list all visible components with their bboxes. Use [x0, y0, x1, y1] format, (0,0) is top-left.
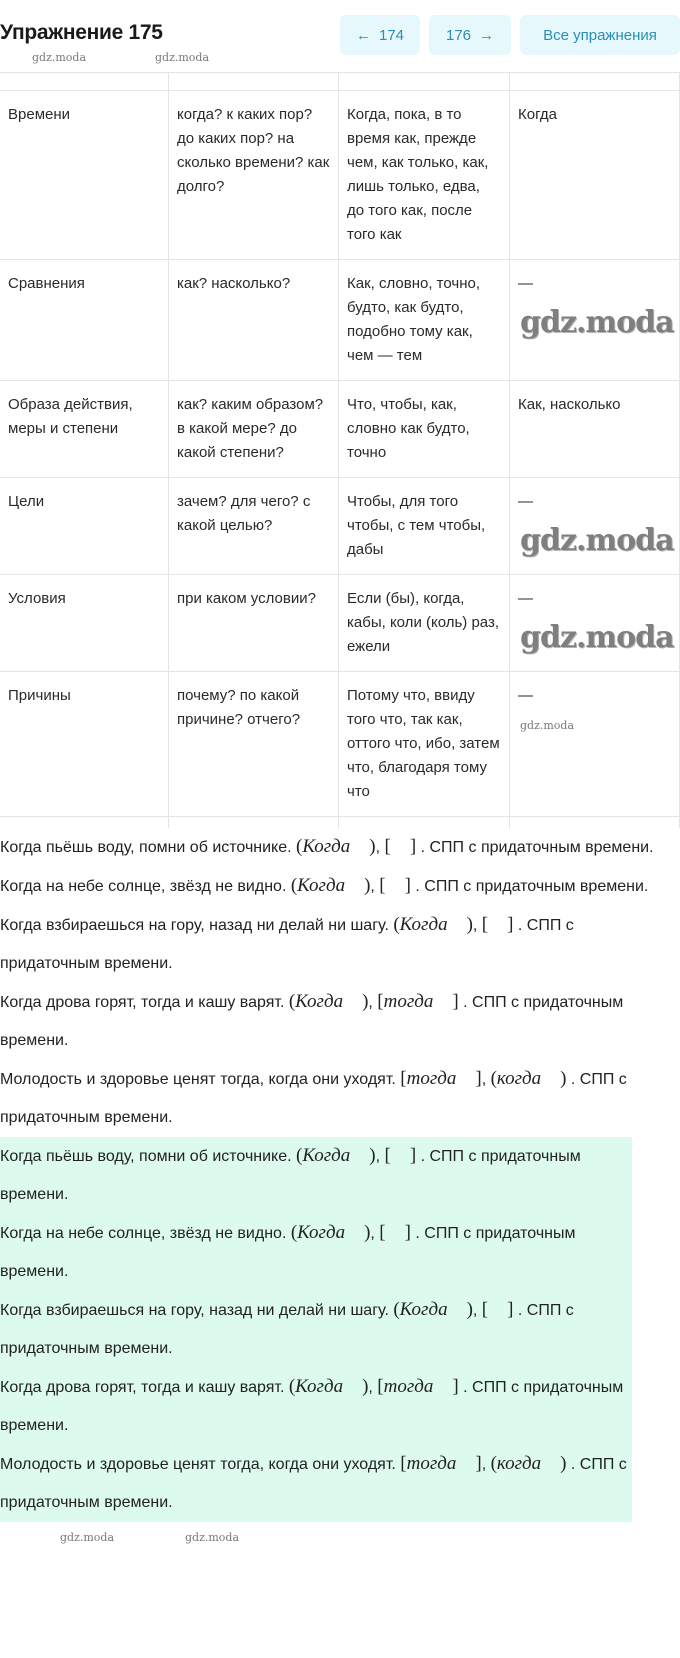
- scheme-word: когда: [496, 1068, 542, 1089]
- table-row: [0, 672, 680, 817]
- table-cell-text: —: [518, 275, 533, 292]
- answer-box: [0, 1137, 632, 1522]
- answer-sentence: Когда пьёшь воду, помни об источнике. (Когда ), [ ] . СПП с придаточным времени.: [0, 1145, 581, 1203]
- scheme-word: Когда: [399, 1299, 448, 1320]
- clause-scheme: (Когда ): [296, 836, 376, 857]
- table-row: [0, 478, 680, 575]
- watermark-logo: gdz.moda: [520, 719, 575, 732]
- page-header: [0, 0, 680, 72]
- clause-scheme: [ ]: [481, 914, 514, 935]
- table-cell-text: почему? по какой причине? отчего?: [177, 687, 301, 728]
- table-cell: [339, 381, 510, 477]
- table-cell-text: зачем? для чего? с какой целью?: [177, 493, 311, 534]
- prev-exercise-button[interactable]: [340, 15, 420, 55]
- sentence: Молодость и здоровье ценят тогда, когда они уходят. [тогда ], (когда ) . СПП с придаточным времени.: [0, 1068, 627, 1126]
- watermark-logo: gdz.moda: [185, 1531, 240, 1544]
- table-cell: [339, 478, 510, 574]
- table-cell-text: как? насколько?: [177, 275, 291, 292]
- table-cell: [169, 478, 339, 574]
- watermark-logo: gdz.moda: [520, 305, 674, 340]
- table-cell-text: Что, чтобы, как, словно как будто, точно: [347, 396, 470, 461]
- scheme-word: Когда: [295, 1376, 344, 1397]
- clause-scheme: [ ]: [481, 1299, 514, 1320]
- table-cell-text: Сравнения: [8, 275, 85, 292]
- table-cell: [0, 381, 169, 477]
- table-cell: [0, 260, 169, 380]
- page-footer: [0, 1522, 680, 1552]
- scheme-word: Когда: [295, 991, 344, 1012]
- table-cell: [169, 260, 339, 380]
- scheme-word: Когда: [302, 836, 351, 857]
- watermark-logo: gdz.moda: [32, 51, 87, 64]
- table-row: [0, 817, 680, 828]
- scheme-word: Когда: [302, 1145, 351, 1166]
- clause-scheme: [ ]: [384, 836, 417, 857]
- scheme-word: когда: [496, 1453, 542, 1474]
- clause-scheme: (Когда ): [296, 1145, 376, 1166]
- clause-scheme: [ ]: [379, 1222, 411, 1243]
- table-cell-text: как? каким образом? в какой мере? до какой степени?: [177, 396, 324, 461]
- clause-scheme: [тогда ]: [377, 1376, 459, 1397]
- table-row-partial: [0, 73, 680, 91]
- sentence: Когда на небе солнце, звёзд не видно. (Когда ), [ ] . СПП с придаточным времени.: [0, 875, 649, 896]
- table-cell-text: Если (бы), когда, кабы, коли (коль) раз, ежели: [347, 590, 500, 655]
- table-row: [0, 575, 680, 672]
- table-cell: [0, 672, 169, 816]
- arrow-right-icon: →: [479, 26, 495, 44]
- scheme-word: тогда: [406, 1453, 457, 1474]
- table-cell: [339, 817, 510, 828]
- sentence: Когда пьёшь воду, помни об источнике. (Когда ), [ ] . СПП с придаточным времени.: [0, 836, 654, 857]
- conjunction-table: [0, 72, 680, 828]
- answer-sentence: Когда на небе солнце, звёзд не видно. (Когда ), [ ] . СПП с придаточным времени.: [0, 1222, 576, 1280]
- table-cell-text: Чтобы, для того чтобы, с тем чтобы, дабы: [347, 493, 486, 558]
- table-cell-text: Потому что, ввиду того что, так как, оттого что, ибо, затем что, благодаря тому что: [347, 687, 500, 800]
- table-row: [0, 381, 680, 478]
- clause-scheme: (Когда ): [393, 914, 473, 935]
- table-cell: [169, 817, 339, 828]
- next-exercise-button[interactable]: [429, 15, 511, 55]
- prev-label: 174: [378, 26, 405, 44]
- table-cell-text: Когда: [518, 106, 557, 123]
- table-cell-text: при каком условии?: [177, 590, 316, 607]
- table-cell: [510, 817, 680, 828]
- table-cell: [169, 575, 339, 671]
- table-cell: [510, 478, 680, 574]
- table-cell: [339, 672, 510, 816]
- table-cell: [169, 381, 339, 477]
- table-cell-text: —: [518, 493, 533, 510]
- table-cell-text: Когда, пока, в то время как, прежде чем, как только, как, лишь только, едва, до того как, после того как: [347, 106, 489, 243]
- table-cell-text: Как, словно, точно, будто, как будто, подобно тому как, чем — тем: [347, 275, 480, 364]
- table-cell: [510, 73, 680, 90]
- watermark-logo: gdz.moda: [60, 1531, 115, 1544]
- table-cell: [0, 73, 169, 90]
- table-cell: [0, 478, 169, 574]
- table-cell: [169, 91, 339, 259]
- watermark-logo: gdz.moda: [520, 523, 674, 558]
- table-cell: [0, 817, 169, 828]
- clause-scheme: [тогда ]: [400, 1068, 482, 1089]
- all-exercises-button[interactable]: [520, 15, 680, 55]
- table-cell-text: Условия: [8, 590, 66, 607]
- table-cell: [169, 73, 339, 90]
- clause-scheme: (когда ): [490, 1453, 567, 1474]
- table-cell-text: Времени: [8, 106, 71, 123]
- table-cell: [510, 91, 680, 259]
- all-label: Все упражнения: [543, 26, 657, 44]
- table-row: [0, 260, 680, 381]
- scheme-word: Когда: [297, 875, 346, 896]
- answer-sentence: Когда взбираешься на гору, назад ни делай ни шагу. (Когда ), [ ] . СПП с придаточным времени.: [0, 1299, 574, 1357]
- table-cell: [510, 260, 680, 380]
- table-cell: [510, 381, 680, 477]
- table-cell: [0, 91, 169, 259]
- sentence: Когда дрова горят, тогда и кашу варят. (Когда ), [тогда ] . СПП с придаточным времени.: [0, 991, 624, 1049]
- clause-scheme: (Когда ): [290, 875, 371, 896]
- table-cell: [339, 575, 510, 671]
- clause-scheme: [тогда ]: [400, 1453, 482, 1474]
- scheme-word: тогда: [383, 991, 434, 1012]
- table-cell: [339, 73, 510, 90]
- sentence: Когда взбираешься на гору, назад ни делай ни шагу. (Когда ), [ ] . СПП с придаточным времени.: [0, 914, 574, 972]
- clause-scheme: (Когда ): [290, 1222, 371, 1243]
- table-row: [0, 91, 680, 260]
- table-cell-text: —: [518, 590, 533, 607]
- clause-scheme: (Когда ): [288, 991, 369, 1012]
- clause-scheme: [ ]: [379, 875, 411, 896]
- table-cell: [510, 575, 680, 671]
- scheme-word: Когда: [297, 1222, 346, 1243]
- table-cell: [169, 672, 339, 816]
- clause-scheme: (когда ): [490, 1068, 567, 1089]
- page-title: Упражнение 175: [0, 21, 163, 44]
- table-cell-text: —: [518, 687, 533, 704]
- table-cell-text: Причины: [8, 687, 71, 704]
- watermark-logo: gdz.moda: [155, 51, 210, 64]
- table-cell-text: Цели: [8, 493, 45, 510]
- table-cell-text: Образа действия, меры и степени: [8, 396, 133, 437]
- table-cell: [339, 260, 510, 380]
- scheme-word: Когда: [399, 914, 448, 935]
- clause-scheme: (Когда ): [393, 1299, 473, 1320]
- answer-sentence: Когда дрова горят, тогда и кашу варят. (Когда ), [тогда ] . СПП с придаточным времени.: [0, 1376, 624, 1434]
- watermark-logo: gdz.moda: [520, 620, 674, 655]
- scheme-word: тогда: [406, 1068, 457, 1089]
- table-cell-text: Как, насколько: [518, 396, 621, 413]
- scheme-word: тогда: [383, 1376, 434, 1397]
- arrow-left-icon: ←: [355, 26, 371, 44]
- answer-sentence: Молодость и здоровье ценят тогда, когда они уходят. [тогда ], (когда ) . СПП с придаточным времени.: [0, 1453, 627, 1511]
- clause-scheme: [ ]: [384, 1145, 417, 1166]
- clause-scheme: (Когда ): [288, 1376, 369, 1397]
- table-cell: [339, 91, 510, 259]
- table-cell-text: когда? к каких пор? до каких пор? на сколько времени? как долго?: [177, 106, 330, 195]
- table-cell: [0, 575, 169, 671]
- table-cell: [510, 672, 680, 816]
- next-label: 176: [445, 26, 472, 44]
- clause-scheme: [тогда ]: [377, 991, 459, 1012]
- sentences: [0, 828, 680, 1137]
